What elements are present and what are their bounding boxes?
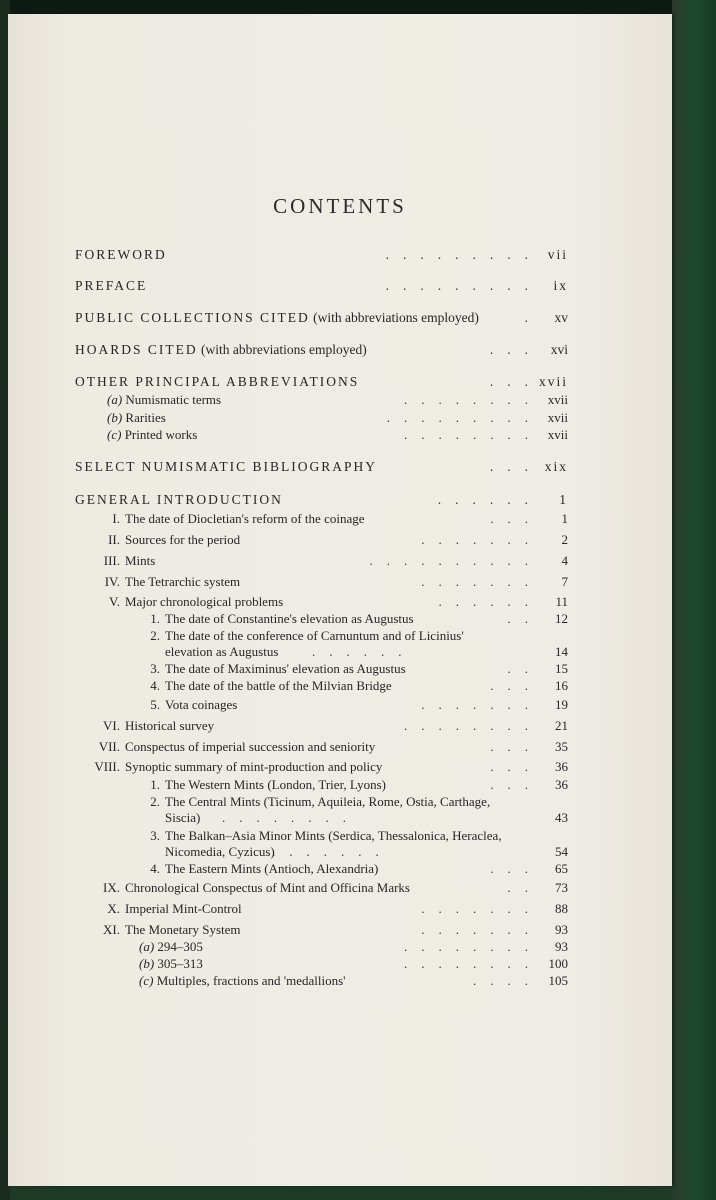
toc-entry-section-vii: VII. Conspectus of imperial succession and seniority ... 35 bbox=[98, 739, 568, 754]
toc-entry-section-iv: IV. The Tetrarchic system ....... 7 bbox=[104, 574, 568, 589]
toc-entry-printed-works: (c) Printed works ........ xvii bbox=[107, 427, 568, 442]
page-number: 35 bbox=[555, 739, 568, 754]
page-number: 54 bbox=[555, 844, 568, 859]
toc-entry-section-viii: VIII. Synoptic summary of mint-production and policy ... 36 bbox=[94, 759, 568, 774]
page-number: xvii bbox=[538, 374, 568, 389]
page-number: xvii bbox=[547, 410, 568, 425]
page-number: 88 bbox=[555, 901, 568, 916]
toc-entry-v-1: 1. The date of Constantine's elevation as Augustus .. 12 bbox=[150, 611, 568, 626]
toc-entry-section-i: I. The date of Diocletian's reform of the coinage ... 1 bbox=[112, 511, 568, 526]
toc-entry-section-xi: XI. The Monetary System ....... 93 bbox=[103, 922, 568, 937]
toc-entry-other-abbreviations: OTHER PRINCIPAL ABBREVIATIONS ... xvii bbox=[75, 374, 568, 389]
page-number: xix bbox=[544, 459, 568, 474]
page-number: 14 bbox=[555, 644, 568, 659]
toc-entry-section-iii: III. Mints .......... 4 bbox=[103, 553, 568, 568]
toc-entry-preface: PREFACE ......... ix bbox=[75, 278, 568, 293]
page-number: 100 bbox=[548, 956, 568, 971]
toc-entry-bibliography: SELECT NUMISMATIC BIBLIOGRAPHY ... xix bbox=[75, 459, 568, 474]
toc-entry-xi-a: (a) 294–305 ........ 93 bbox=[139, 939, 568, 954]
page-number: 11 bbox=[555, 594, 568, 609]
page-title: CONTENTS bbox=[273, 194, 407, 218]
page-number: 16 bbox=[555, 678, 568, 693]
page-number: 19 bbox=[555, 697, 568, 712]
page-number: 43 bbox=[555, 810, 568, 825]
toc-entry-viii-3: 3. The Balkan–Asia Minor Mints (Serdica, Thessalonica, Heraclea, Nicomedia, Cyzicus) ....... 54 bbox=[150, 828, 568, 859]
page-number: 15 bbox=[555, 661, 568, 676]
toc-entry-numismatic-terms: (a) Numismatic terms ........ xvii bbox=[107, 392, 568, 407]
page-number: 7 bbox=[561, 574, 568, 589]
toc-entry-section-x: X. Imperial Mint-Control ....... 88 bbox=[107, 901, 568, 916]
page-number: xvii bbox=[547, 427, 568, 442]
page-number: xv bbox=[554, 310, 568, 325]
toc-entry-general-introduction: GENERAL INTRODUCTION ...... 1 bbox=[75, 492, 568, 507]
toc-entry-rarities: (b) Rarities ......... xvii bbox=[107, 410, 568, 425]
toc-entry-section-ii: II. Sources for the period ....... 2 bbox=[108, 532, 568, 547]
toc-entry-section-v: V. Major chronological problems ...... 11 bbox=[109, 594, 568, 609]
toc-entry-v-4: 4. The date of the battle of the Milvian Bridge ... 16 bbox=[150, 678, 568, 693]
toc-entry-viii-4: 4. The Eastern Mints (Antioch, Alexandria) ... 65 bbox=[150, 861, 568, 876]
page-number: xvii bbox=[547, 392, 568, 407]
page-number: 93 bbox=[555, 939, 568, 954]
page-number: 1 bbox=[559, 492, 568, 507]
toc-entry-section-vi: VI. Historical survey ........ 21 bbox=[103, 718, 568, 733]
page-number: 105 bbox=[548, 973, 568, 988]
book-cover-edge bbox=[672, 0, 716, 1200]
page-number: xvi bbox=[550, 342, 568, 357]
page-number: 1 bbox=[561, 511, 568, 526]
page-number: ix bbox=[553, 278, 568, 293]
page-number: 21 bbox=[555, 718, 568, 733]
toc-entry-viii-2: 2. The Central Mints (Ticinum, Aquileia, Rome, Ostia, Carthage, Siscia) ........ 43 bbox=[150, 794, 568, 825]
toc-entry-foreword: FOREWORD ......... vii bbox=[75, 247, 568, 262]
page-number: 36 bbox=[555, 759, 568, 774]
toc-entry-public-collections: PUBLIC COLLECTIONS CITED (with abbreviations employed) . xv bbox=[75, 310, 568, 325]
toc-entry-v-2: 2. The date of the conference of Carnuntum and of Licinius' elevation as Augustus ...... 14 bbox=[150, 628, 568, 659]
book-page bbox=[8, 14, 672, 1186]
toc-entry-xi-b: (b) 305–313 ........ 100 bbox=[139, 956, 568, 971]
page-number: 4 bbox=[561, 553, 568, 568]
page-number: 12 bbox=[555, 611, 568, 626]
toc-entry-viii-1: 1. The Western Mints (London, Trier, Lyons) ... 36 bbox=[150, 777, 568, 792]
page-number: 36 bbox=[555, 777, 568, 792]
toc-entry-v-5: 5. Vota coinages ....... 19 bbox=[150, 697, 568, 712]
toc-entry-hoards-cited: HOARDS CITED (with abbreviations employed) ... xvi bbox=[75, 342, 568, 357]
page-number: 93 bbox=[555, 922, 568, 937]
page-number: 2 bbox=[561, 532, 568, 547]
toc-entry-section-ix: IX. Chronological Conspectus of Mint and Officina Marks .. 73 bbox=[103, 880, 568, 895]
page-number: vii bbox=[547, 247, 568, 262]
page-number: 65 bbox=[555, 861, 568, 876]
toc-entry-xi-c: (c) Multiples, fractions and 'medallions' .... 105 bbox=[139, 973, 568, 988]
page-number: 73 bbox=[555, 880, 568, 895]
toc-entry-v-3: 3. The date of Maximinus' elevation as Augustus .. 15 bbox=[150, 661, 568, 676]
